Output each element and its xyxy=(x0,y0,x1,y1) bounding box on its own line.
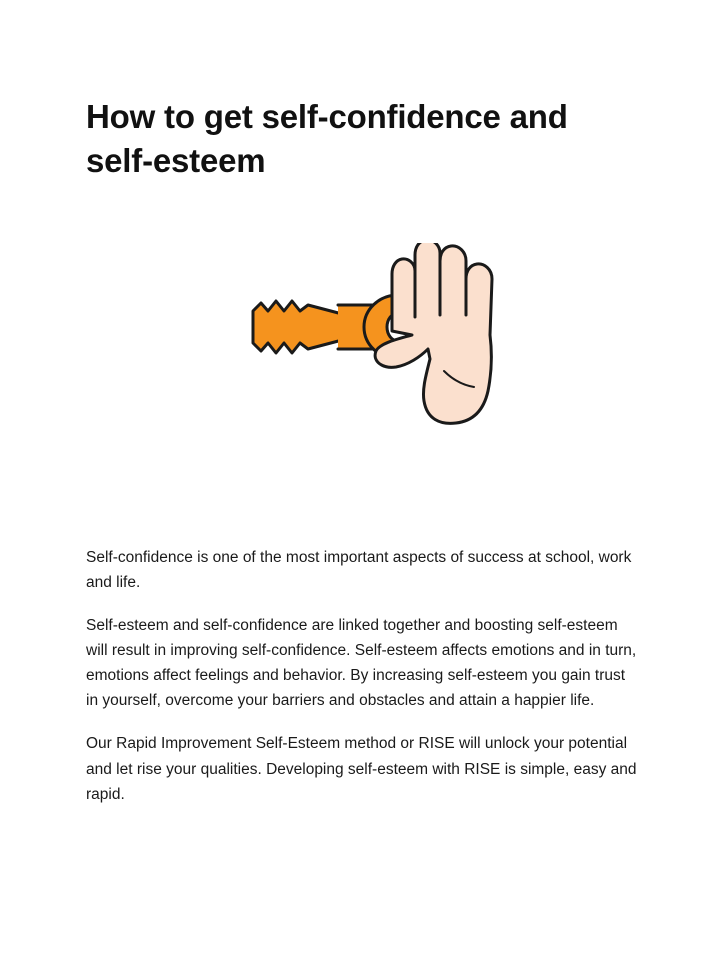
paragraph-2: Self-esteem and self-confidence are linked together and boosting self-esteem will result in improving self-confidence. Self-esteem affects emotions and in turn, emotions affect feelings and behavior. By increasing self-esteem you gain trust in yourself, overcome your barriers and obstacles and attain a happier life. xyxy=(86,616,637,710)
paragraph-1: Self-confidence is one of the most important aspects of success at school, work and life. xyxy=(86,548,632,591)
hand-holding-key-illustration xyxy=(86,243,642,473)
page-title: How to get self-confidence and self-esteem xyxy=(86,98,568,179)
body-copy xyxy=(86,545,642,807)
paragraph-3: Our Rapid Improvement Self-Esteem method or RISE will unlock your potential and let rise your qualities. Developing self-esteem with RISE is simple, easy and rapid. xyxy=(86,735,637,803)
